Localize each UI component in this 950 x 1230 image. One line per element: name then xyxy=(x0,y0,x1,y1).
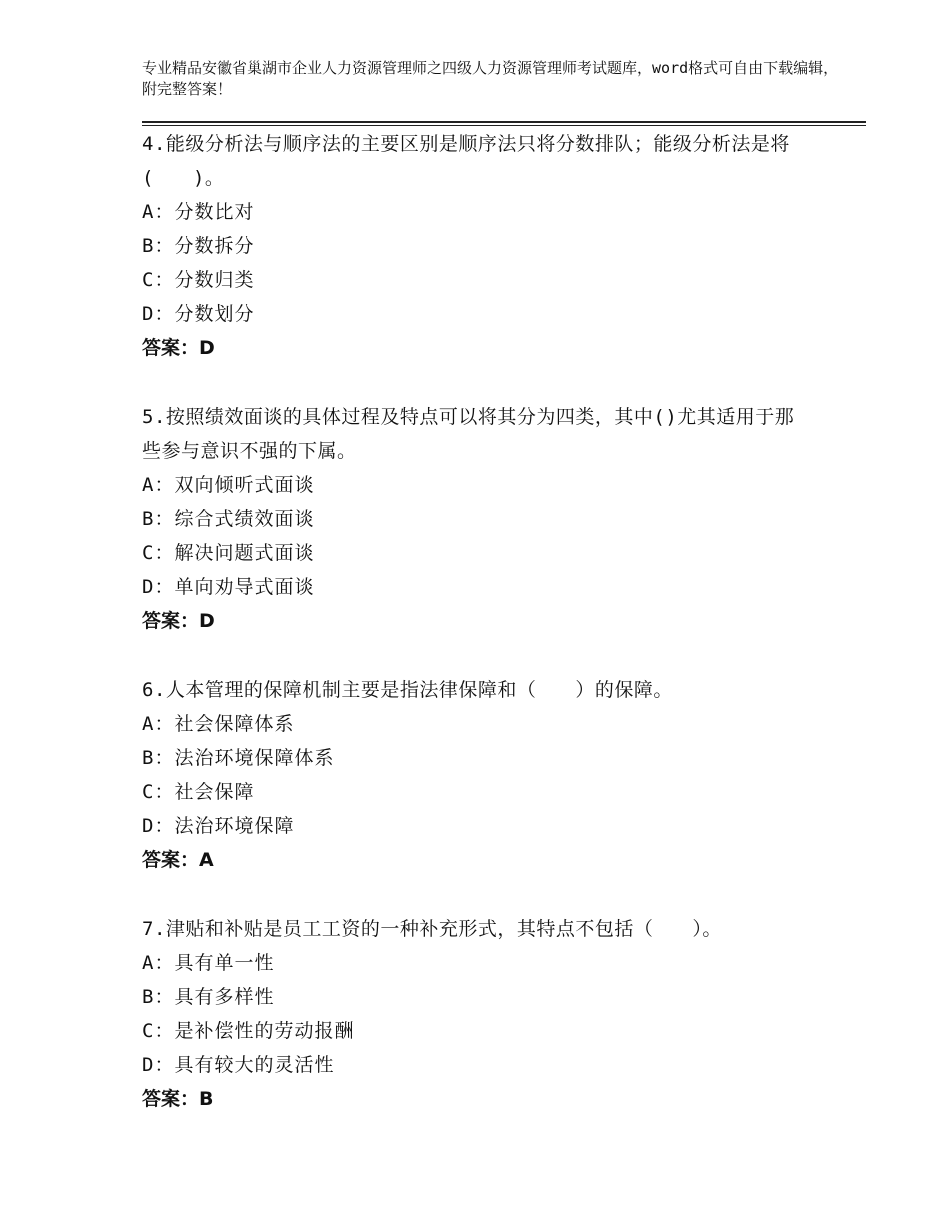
question-stem: 4.能级分析法与顺序法的主要区别是顺序法只将分数排队；能级分析法是将( )。 xyxy=(142,133,790,189)
option-a: A：分数比对 xyxy=(142,201,255,223)
option-d: D：具有较大的灵活性 xyxy=(142,1054,335,1076)
answer: 答案：A xyxy=(142,849,214,871)
option-a: A：社会保障体系 xyxy=(142,713,295,735)
question-5 xyxy=(142,400,802,638)
option-b: B：法治环境保障体系 xyxy=(142,747,335,769)
option-a: A：具有单一性 xyxy=(142,952,275,974)
question-6 xyxy=(142,673,802,877)
question-stem: 6.人本管理的保障机制主要是指法律保障和（ ）的保障。 xyxy=(142,679,673,701)
question-7 xyxy=(142,912,802,1116)
option-c: C：分数归类 xyxy=(142,269,255,291)
option-d: D：分数划分 xyxy=(142,303,255,325)
document-header: 专业精品安徽省巢湖市企业人力资源管理师之四级人力资源管理师考试题库，word格式可自由下载编辑，附完整答案！ xyxy=(142,59,839,98)
option-b: B：具有多样性 xyxy=(142,986,275,1008)
option-a: A：双向倾听式面谈 xyxy=(142,474,315,496)
answer: 答案：D xyxy=(142,610,215,632)
option-c: C：解决问题式面谈 xyxy=(142,542,315,564)
question-stem: 5.按照绩效面谈的具体过程及特点可以将其分为四类，其中()尤其适用于那些参与意识不强的下属。 xyxy=(142,406,795,462)
question-stem: 7.津贴和补贴是员工工资的一种补充形式，其特点不包括（ ）。 xyxy=(142,918,722,940)
option-d: D：单向劝导式面谈 xyxy=(142,576,315,598)
option-b: B：分数拆分 xyxy=(142,235,255,257)
answer: 答案：B xyxy=(142,1088,214,1110)
header-divider-thick xyxy=(142,121,866,123)
option-c: C：社会保障 xyxy=(142,781,255,803)
answer: 答案：D xyxy=(142,337,215,359)
header-divider-thin xyxy=(142,125,866,126)
question-4 xyxy=(142,127,802,365)
option-c: C：是补偿性的劳动报酬 xyxy=(142,1020,355,1042)
option-b: B：综合式绩效面谈 xyxy=(142,508,315,530)
option-d: D：法治环境保障 xyxy=(142,815,295,837)
